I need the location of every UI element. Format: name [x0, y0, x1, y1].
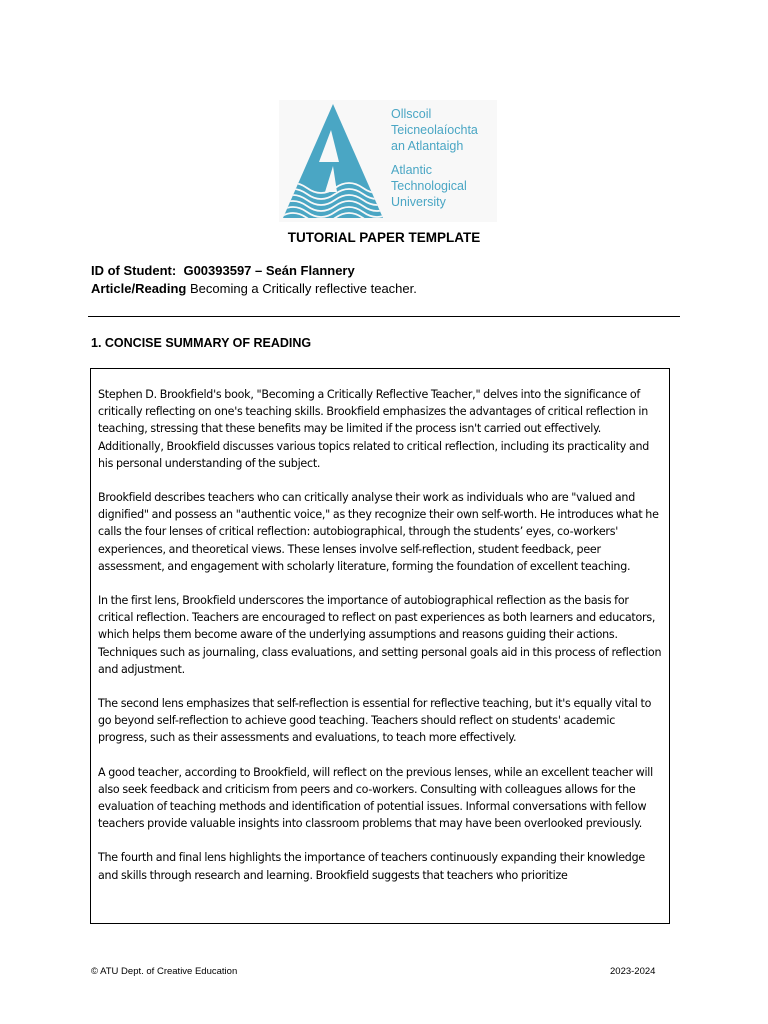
summary-paragraph: Brookfield describes teachers who can critically analyse their work as individuals who are "valued and dignified" and possess an "authentic voice," as they recognize their own self-worth. He introduces what he calls the four lenses of critical reflection: autobiographical, through the students’ eyes, co-workers' experiences, and theoretical views. These lenses involve self-reflection, student feedback, peer assessment, and engagement with scholarly literature, forming the foundation of excellent teaching. [98, 491, 659, 573]
article-row [91, 280, 417, 298]
section-heading: 1. CONCISE SUMMARY OF READING [91, 336, 312, 350]
summary-paragraph: A good teacher, according to Brookfield, will reflect on the previous lenses, while an excellent teacher will also seek feedback and criticism from peers and co-workers. Consulting with colleagues allows for the evaluation of teaching methods and identification of potential issues. Informal conversations with fellow teachers provide valuable insights into classroom problems that may have been overlooked previously. [98, 765, 653, 831]
article-value: Becoming a Critically reflective teacher. [189, 281, 417, 296]
university-logo [279, 100, 497, 222]
logo-text-irish [391, 106, 478, 210]
logo-line-irish: Teicneolaíochta [391, 123, 478, 137]
logo-line-english: Technological [391, 179, 467, 193]
atu-logo-icon [279, 100, 391, 222]
summary-paragraph: In the first lens, Brookfield underscores the importance of autobiographical reflection as the basis for critical reflection. Teachers are encouraged to reflect on past experiences as both learners and educators, which helps them become aware of the underlying assumptions and reasons guiding their actions. Techniques such as journaling, class evaluations, and setting personal goals aid in this process of reflection and adjustment. [98, 594, 662, 676]
student-id-value: G00393597 – Seán Flannery [183, 263, 355, 278]
footer-copyright: © ATU Dept. of Creative Education [91, 966, 238, 977]
logo-text-gap [391, 154, 478, 162]
logo-line-irish: Ollscoil [391, 107, 432, 121]
summary-text-box [90, 368, 670, 924]
summary-paragraph: The fourth and final lens highlights the importance of teachers continuously expanding their knowledge and skills through research and learning. Brookfield suggests that teachers who prioritize [98, 851, 645, 882]
document-title: TUTORIAL PAPER TEMPLATE [287, 230, 481, 245]
student-id-row [91, 262, 417, 280]
document-meta [91, 262, 417, 298]
logo-line-english: University [391, 195, 446, 209]
logo-line-irish: an Atlantaigh [391, 139, 464, 153]
article-label: Article/Reading [91, 281, 187, 296]
footer-year: 2023-2024 [610, 966, 656, 977]
student-id-label: ID of Student: [91, 263, 177, 278]
summary-paragraph: The second lens emphasizes that self-reflection is essential for reflective teaching, but it's equally vital to go beyond self-reflection to achieve good teaching. Teachers should reflect on students' academic progress, such as their assessments and evaluations, to teach more effectively. [98, 697, 652, 745]
logo-line-english: Atlantic [391, 163, 432, 177]
horizontal-divider [88, 316, 680, 317]
summary-paragraph: Stephen D. Brookfield's book, "Becoming a Critically Reflective Teacher," delves into the significance of critically reflecting on one's teaching skills. Brookfield emphasizes the advantages of critical reflection in teaching, stressing that these benefits may be limited if the process isn't carried out effectively. Additionally, Brookfield discusses various topics related to critical reflection, including its practicality and his personal understanding of the subject. [98, 388, 650, 470]
